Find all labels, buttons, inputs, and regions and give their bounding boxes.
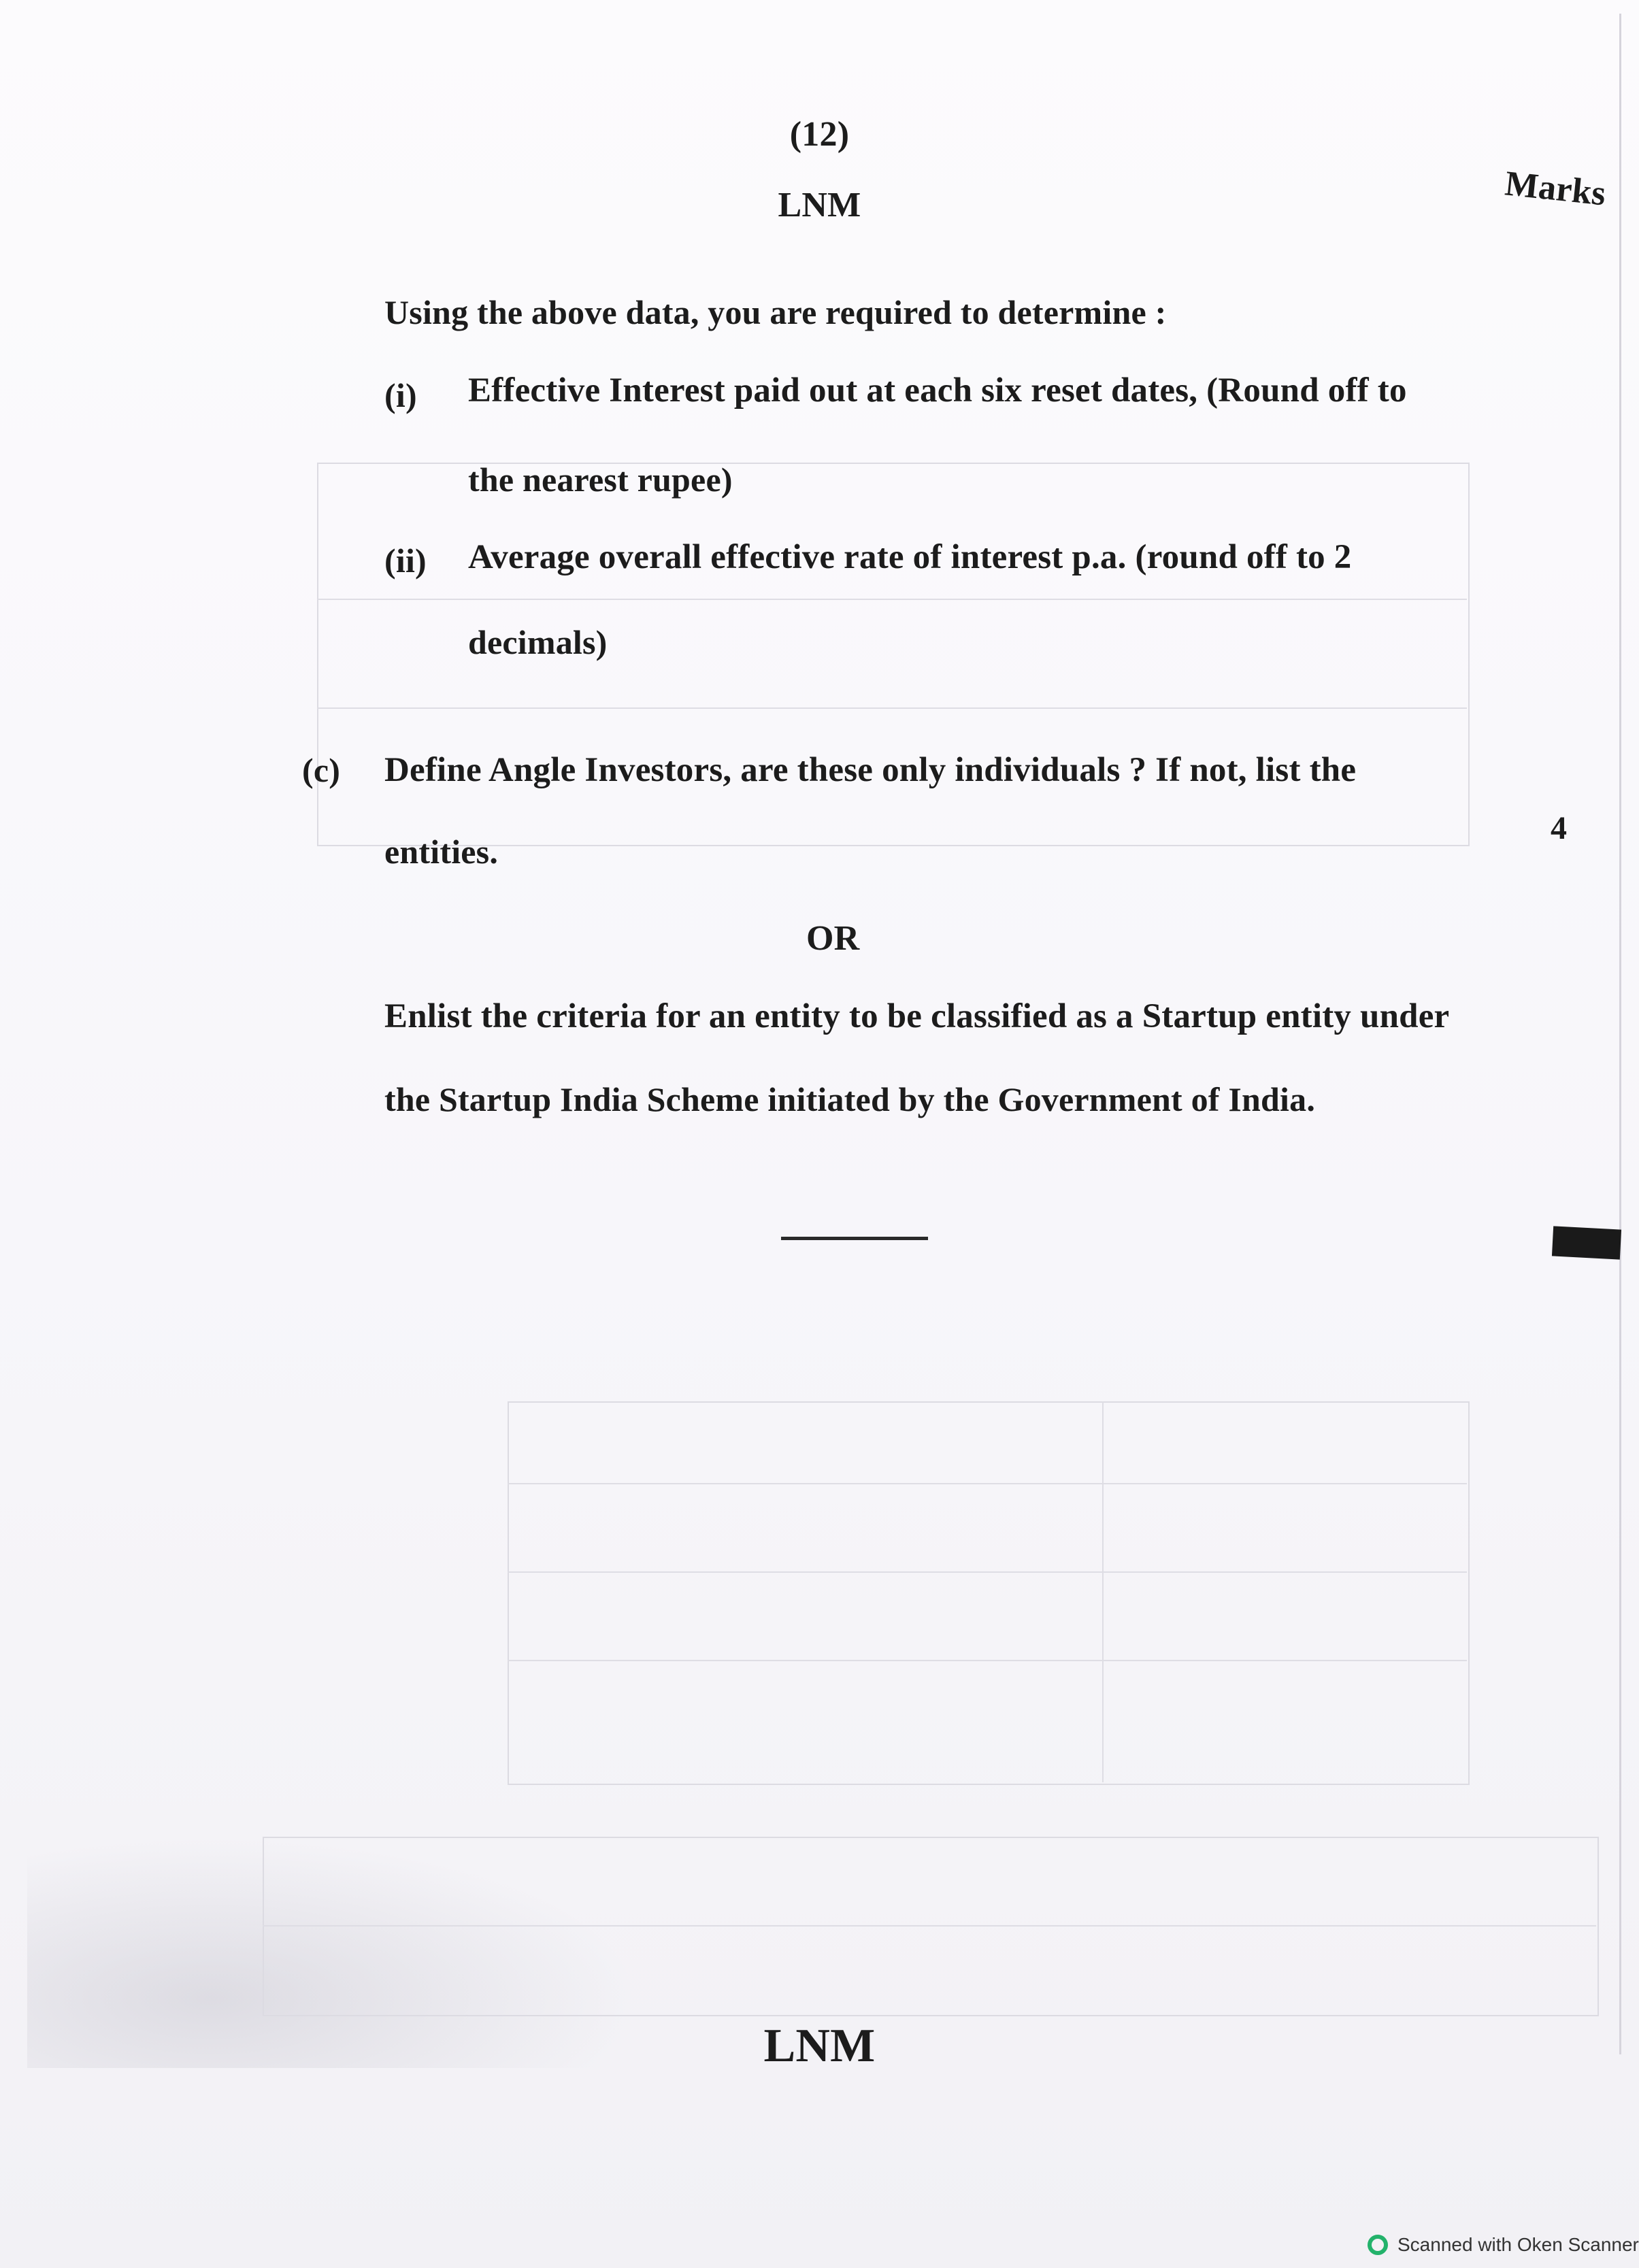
bleed-through-rule bbox=[263, 1925, 1596, 1927]
scan-black-mark bbox=[1552, 1226, 1621, 1259]
bleed-through-table-bottom bbox=[263, 1837, 1599, 2016]
end-of-question-rule bbox=[781, 1237, 928, 1240]
paper-code-footer: LNM bbox=[763, 2020, 876, 2072]
or-divider-text: OR bbox=[806, 919, 860, 958]
scanner-logo-icon bbox=[1368, 2235, 1388, 2255]
bleed-through-rule bbox=[508, 1571, 1467, 1573]
item-i-line2: the nearest rupee) bbox=[468, 461, 733, 499]
part-c-marks: 4 bbox=[1551, 810, 1568, 846]
scanner-watermark bbox=[1368, 2230, 1639, 2260]
item-ii-line1: Average overall effective rate of interest p.a. (round off to 2 bbox=[468, 538, 1352, 576]
page-number: (12) bbox=[789, 115, 850, 154]
scanner-watermark-text: Scanned with Oken Scanner bbox=[1397, 2234, 1639, 2255]
bleed-through-rule bbox=[317, 599, 1467, 600]
page-right-edge bbox=[1619, 14, 1621, 2054]
part-c-line2: entities. bbox=[384, 833, 499, 871]
bleed-through-rule bbox=[317, 707, 1467, 709]
item-i-line1: Effective Interest paid out at each six reset dates, (Round off to bbox=[468, 371, 1407, 410]
part-c-line1: Define Angle Investors, are these only individuals ? If not, list the bbox=[384, 751, 1357, 789]
bleed-through-rule bbox=[1102, 1401, 1104, 1782]
item-ii-line2: decimals) bbox=[468, 623, 608, 661]
part-c-label: (c) bbox=[302, 751, 341, 789]
alternative-line2: the Startup India Scheme initiated by the Government of India. bbox=[384, 1080, 1316, 1118]
marks-column-heading: Marks bbox=[1503, 164, 1608, 214]
alternative-line1: Enlist the criteria for an entity to be classified as a Startup entity under bbox=[384, 997, 1450, 1035]
bleed-through-table-middle bbox=[508, 1401, 1470, 1785]
bleed-through-rule bbox=[508, 1660, 1467, 1661]
item-i-label: (i) bbox=[384, 376, 417, 414]
item-ii-label: (ii) bbox=[384, 541, 427, 580]
bleed-through-rule bbox=[508, 1483, 1467, 1484]
paper-code-header: LNM bbox=[778, 186, 861, 224]
instruction-text: Using the above data, you are required to determine : bbox=[384, 293, 1167, 331]
